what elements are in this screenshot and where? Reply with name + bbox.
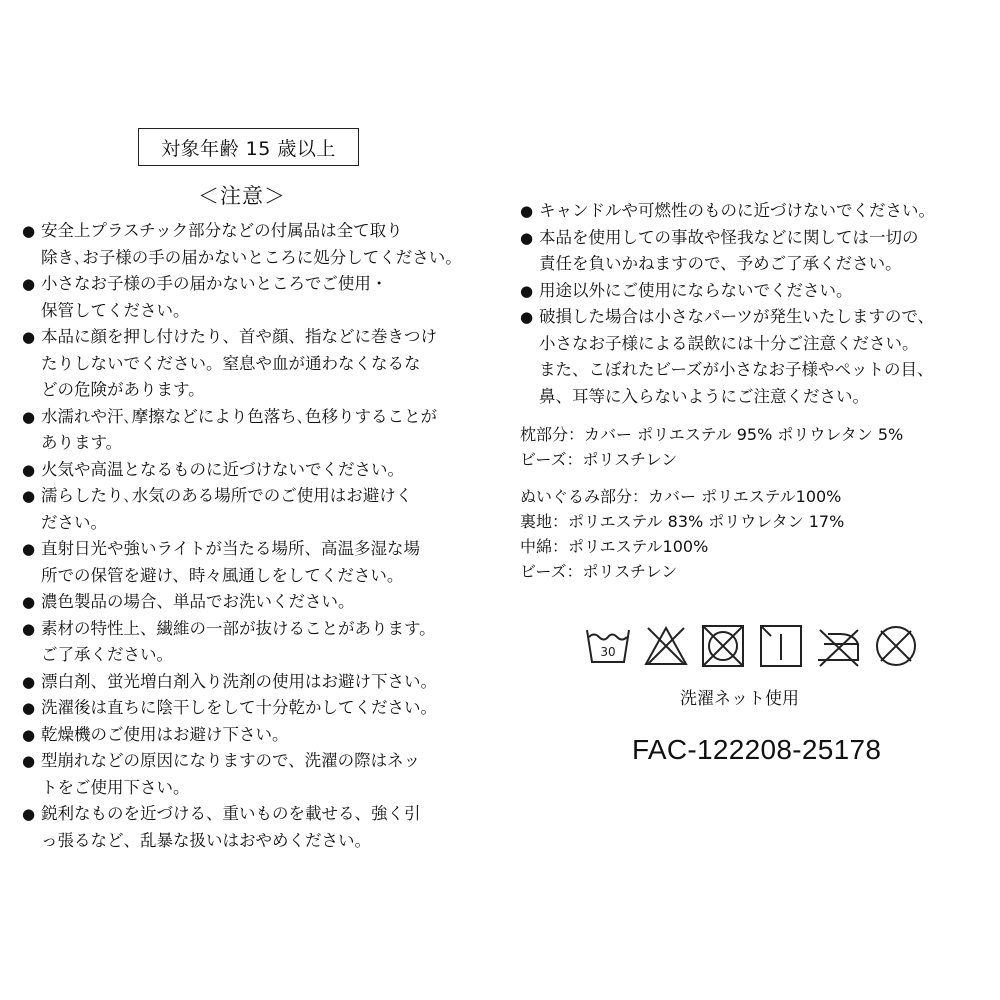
bullet-icon: ●: [22, 752, 36, 770]
caution-item: [22, 748, 500, 801]
care-symbols: [584, 622, 920, 670]
caution-text: キャンドルや可燃性のものに近づけないでください。: [539, 201, 935, 220]
no-iron-icon: [814, 622, 862, 670]
no-dry-clean-icon: [872, 622, 920, 670]
materials-pillow: [520, 422, 990, 472]
bullet-icon: ●: [22, 725, 36, 744]
caution-text: 濃色製品の場合、単品でお洗いください。: [41, 592, 355, 611]
bullet-icon: ●: [22, 672, 36, 691]
caution-item: [22, 271, 500, 324]
caution-text: 本品に顔を押し付けたり、首や顔、指などに巻きつけ たりしないでください。窒息や血が通わなくなるな どの危険があります。: [41, 327, 437, 399]
caution-text: 本品を使用しての事故や怪我などに関しては一切の 責任を負いかねますので、予めご了承ください。: [539, 227, 919, 273]
bullet-icon: ●: [22, 487, 36, 505]
caution-text: 火気や高温となるものに近づけないでください。: [41, 459, 404, 479]
caution-text: 水濡れや汗､摩擦などにより色落ち､色移りすることが あります。: [41, 406, 437, 452]
caution-item: [22, 695, 500, 722]
target-age-box: 対象年齢 15 歳以上: [138, 128, 359, 166]
caution-item: [22, 722, 500, 749]
caution-item: [22, 669, 500, 696]
caution-text: 安全上プラスチック部分などの付属品は全て取り 除き､お子様の手の届かないところに処分してください。: [41, 221, 462, 267]
material-line: ビーズ：ポリスチレン: [520, 562, 678, 581]
bullet-icon: ●: [22, 619, 36, 638]
material-line: ビーズ：ポリスチレン: [520, 450, 678, 469]
no-bleach-icon: [642, 622, 690, 670]
no-tumble-dry-icon: [699, 622, 747, 670]
caution-item: [22, 457, 500, 484]
bullet-icon: ●: [22, 222, 36, 240]
caution-text: 濡らしたり､水気のある場所でのご使用はお避けく ださい。: [41, 486, 413, 532]
caution-item: [22, 483, 500, 536]
caution-text: 直射日光や強いライトが当たる場所、高温多湿な場 所での保管を避け、時々風通しをしてください。: [41, 539, 421, 585]
caution-heading: ＜注意＞: [198, 184, 286, 208]
caution-list-right: [520, 198, 990, 584]
wash-net-label: 洗濯ネット使用: [680, 689, 799, 709]
material-line: 裏地：ポリエステル 83% ポリウレタン 17%: [520, 512, 845, 531]
bullet-icon: ●: [22, 328, 36, 346]
wash-30-icon: [584, 622, 632, 670]
caution-text: 乾燥機のご使用はお避け下さい。: [41, 724, 289, 744]
bullet-icon: ●: [520, 281, 534, 300]
bullet-icon: ●: [22, 407, 36, 426]
caution-item: [22, 404, 500, 457]
caution-text: 漂白剤、蛍光増白剤入り洗剤の使用はお避け下さい。: [41, 671, 437, 691]
bullet-icon: ●: [22, 275, 36, 293]
line-dry-shade-icon: [757, 622, 805, 670]
caution-text: 鋭利なものを近づける、重いものを載せる、強く引 っ張るなど、乱暴な扱いはおやめください。: [41, 804, 421, 850]
bullet-icon: ●: [520, 228, 534, 247]
material-line: 枕部分：カバー ポリエステル 95% ポリウレタン 5%: [520, 425, 904, 444]
svg-text:30: 30: [600, 645, 616, 659]
caution-item: [520, 225, 990, 278]
material-line: ぬいぐるみ部分：カバー ポリエステル100%: [520, 487, 842, 506]
materials-plush: [520, 484, 990, 584]
caution-item: [22, 324, 500, 404]
bullet-icon: ●: [22, 540, 36, 558]
caution-item: [22, 589, 500, 616]
caution-item: [22, 801, 500, 854]
caution-text: 用途以外にご使用にならないでください。: [539, 280, 853, 300]
bullet-icon: ●: [22, 593, 36, 611]
caution-item: [520, 198, 990, 225]
caution-item: [22, 218, 500, 271]
bullet-icon: ●: [22, 460, 36, 479]
material-line: 中綿：ポリエステル100%: [520, 537, 709, 556]
bullet-icon: ●: [22, 699, 36, 717]
bullet-icon: ●: [22, 805, 36, 823]
caution-item: [22, 616, 500, 669]
caution-item: [520, 278, 990, 305]
product-code: FAC-122208-25178: [632, 734, 882, 765]
bullet-icon: ●: [520, 308, 534, 326]
caution-item: [22, 536, 500, 589]
caution-item: [520, 304, 990, 410]
caution-text: 型崩れなどの原因になりますので、洗濯の際はネッ トをご使用下さい。: [41, 751, 421, 797]
caution-text: 素材の特性上、繊維の一部が抜けることがあります。 ご了承ください。: [41, 618, 436, 664]
caution-text: 洗濯後は直ちに陰干しをして十分乾かしてください。: [41, 698, 437, 717]
caution-text: 破損した場合は小さなパーツが発生いたしますので、 小さなお子様による誤飲には十分ご注意ください。 また、こぼれたビーズが小さなお子様やペットの目、 鼻、耳等に入らないようにご注意ください。: [539, 307, 935, 406]
bullet-icon: ●: [520, 202, 534, 220]
caution-list-left: [22, 218, 500, 854]
caution-text: 小さなお子様の手の届かないところでご使用・ 保管してください。: [41, 274, 388, 320]
